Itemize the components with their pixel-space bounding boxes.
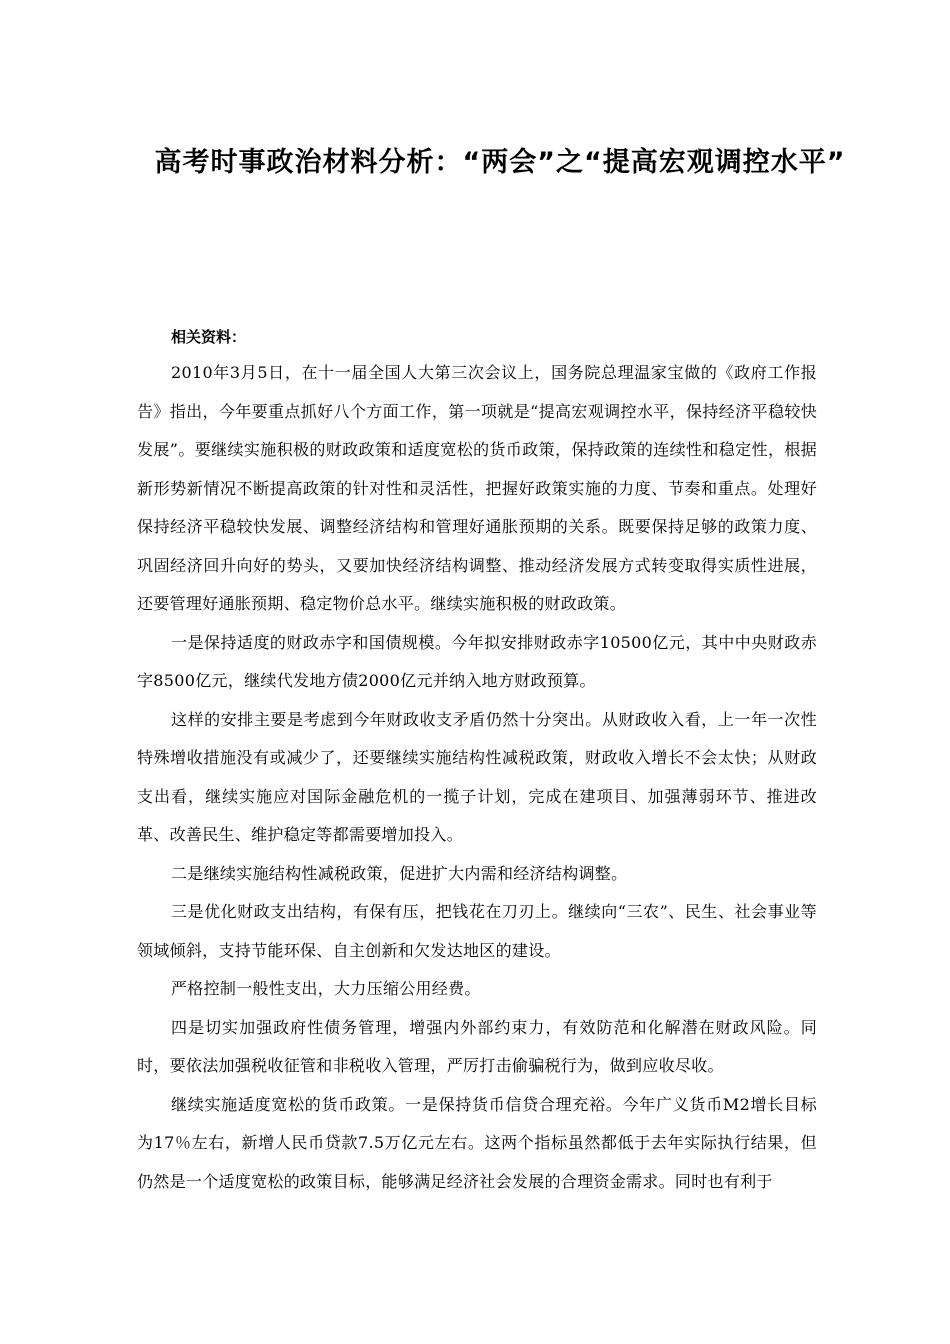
paragraph: 四是切实加强政府性债务管理，增强内外部约束力，有效防范和化解潜在财政风险。同时，要依法加强税收征管和非税收入管理，严厉打击偷骗税行为，做到应收尽收。 (137, 1017, 817, 1075)
paragraph: 三是优化财政支出结构，有保有压，把钱花在刀刃上。继续向“三农”、民生、社会事业等领域倾斜，支持节能环保、自主创新和欠发达地区的建设。 (137, 902, 817, 960)
paragraph: 二是继续实施结构性减税政策，促进扩大内需和经济结构调整。 (171, 863, 628, 883)
paragraph: 一是保持适度的财政赤字和国债规模。今年拟安排财政赤字10500亿元，其中中央财政赤字8500亿元，继续代发地方债2000亿元并纳入地方财政预算。 (137, 632, 817, 690)
paragraph: 这样的安排主要是考虑到今年财政收支矛盾仍然十分突出。从财政收入看，上一年一次性特殊增收措施没有或减少了，还要继续实施结构性减税政策，财政收入增长不会太快；从财政支出看，继续实施应对国际金融危机的一揽子计划，完成在建项目、加强薄弱环节、推进改革、改善民生、维护稳定等都需要增加投入。 (137, 709, 817, 844)
paragraph: 继续实施适度宽松的货币政策。一是保持货币信贷合理充裕。今年广义货币M2增长目标为17％左右，新增人民币贷款7.5万亿元左右。这两个指标虽然都低于去年实际执行结果，但仍然是一个适度宽松的政策目标，能够满足经济社会发展的合理资金需求。同时也有利于 (137, 1094, 817, 1191)
document-body (137, 320, 817, 1201)
document-title: 高考时事政治材料分析：“两会”之“提高宏观调控水平” (154, 147, 846, 178)
section-heading: 相关资料： (171, 328, 247, 346)
paragraph: 2010年3月5日，在十一届全国人大第三次会议上，国务院总理温家宝做的《政府工作报告》指出，今年要重点抓好八个方面工作，第一项就是“提高宏观调控水平，保持经济平稳较快发展”。要继续实施积极的财政政策和适度宽松的货币政策，保持政策的连续性和稳定性，根据新形势新情况不断提高政策的针对性和灵活性，把握好政策实施的力度、节奏和重点。处理好保持经济平稳较快发展、调整经济结构和管理好通胀预期的关系。既要保持足够的政策力度、巩固经济回升向好的势头，又要加快经济结构调整、推动经济发展方式转变取得实质性进展，还要管理好通胀预期、稳定物价总水平。继续实施积极的财政政策。 (137, 363, 817, 613)
paragraph: 严格控制一般性支出，大力压缩公用经费。 (171, 979, 481, 998)
